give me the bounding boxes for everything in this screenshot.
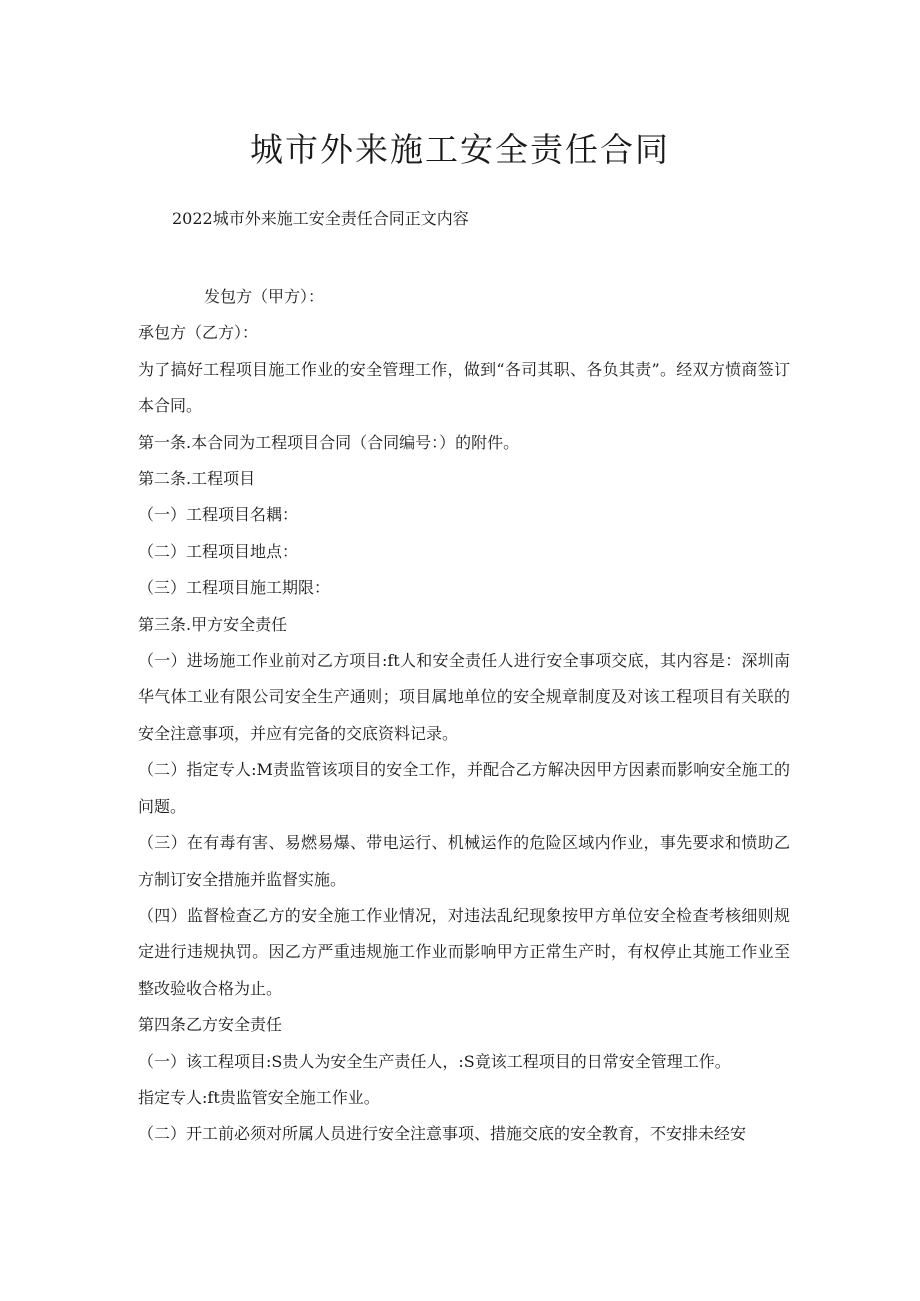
document-subtitle: 2022城市外来施工安全责任合同正文内容 (172, 209, 469, 228)
preamble-paragraph: 为了搞好工程项目施工作业的安全管理工作，做到“各司其职、各负其责”。经双方愤商签订本合同。 (138, 359, 790, 416)
document-title: 城市外来施工安全责任合同 (250, 130, 670, 169)
article-4-heading: 第四条乙方安全责任 (138, 1015, 283, 1035)
article-3-heading: 第三条.甲方安全责任 (138, 614, 288, 634)
party-b-line: 承包方（乙方）： (138, 323, 259, 343)
article-4-item-1: （一）该工程项目:S贵人为安全生产责任人，:S竟该工程项目的日常安全管理工作。 (138, 1051, 731, 1071)
article-2-heading: 第二条.工程项目 (138, 469, 256, 489)
article-1: 第一条.本合同为工程项目合同（合同编号：）的附件。 (138, 432, 520, 452)
article-2-item-1: （一）工程项目名耦： (138, 505, 299, 525)
party-a-line: 发包方（甲方）： (204, 287, 325, 306)
article-4-item-1-continued: 指定专人:ft贵监管安全施工作业。 (138, 1087, 380, 1107)
article-3-item-2: （二）指定专人:M责监管该项目的安全工作，并配合乙方解决因甲方因素而影响安全施工的问题。 (138, 760, 790, 816)
article-3-item-3: （三）在有毒有害、易燃易爆、带电运行、机械运作的危险区域内作业，事先要求和愤助乙方制订安全措施并监督实施。 (138, 833, 790, 889)
article-3-item-4: （四）监督检查乙方的安全施工作业情况，对违法乱纪现象按甲方单位安全检查考核细则规定进行违规执罚。因乙方严重违规施工作业而影响甲方正常生产时，有权停止其施工作业至整改验收合格为止。 (138, 905, 790, 998)
article-3-item-1: （一）进场施工作业前对乙方项目:ft人和安全责任人进行安全事项交底，其内容是：深圳南华气体工业有限公司安全生产通则；项目属地单位的安全规章制度及对该工程项目有关联的安全注意事项，并应有完备的交底资料记录。 (138, 651, 790, 743)
article-2-item-2: （二）工程项目地点： (138, 541, 299, 561)
article-4-item-2: （二）开工前必须对所属人员进行安全注意事项、措施交底的安全教育，不安排未经安 (138, 1124, 747, 1144)
document-body (138, 279, 790, 1153)
article-2-item-3: （三）工程项目施工期限： (138, 578, 331, 598)
